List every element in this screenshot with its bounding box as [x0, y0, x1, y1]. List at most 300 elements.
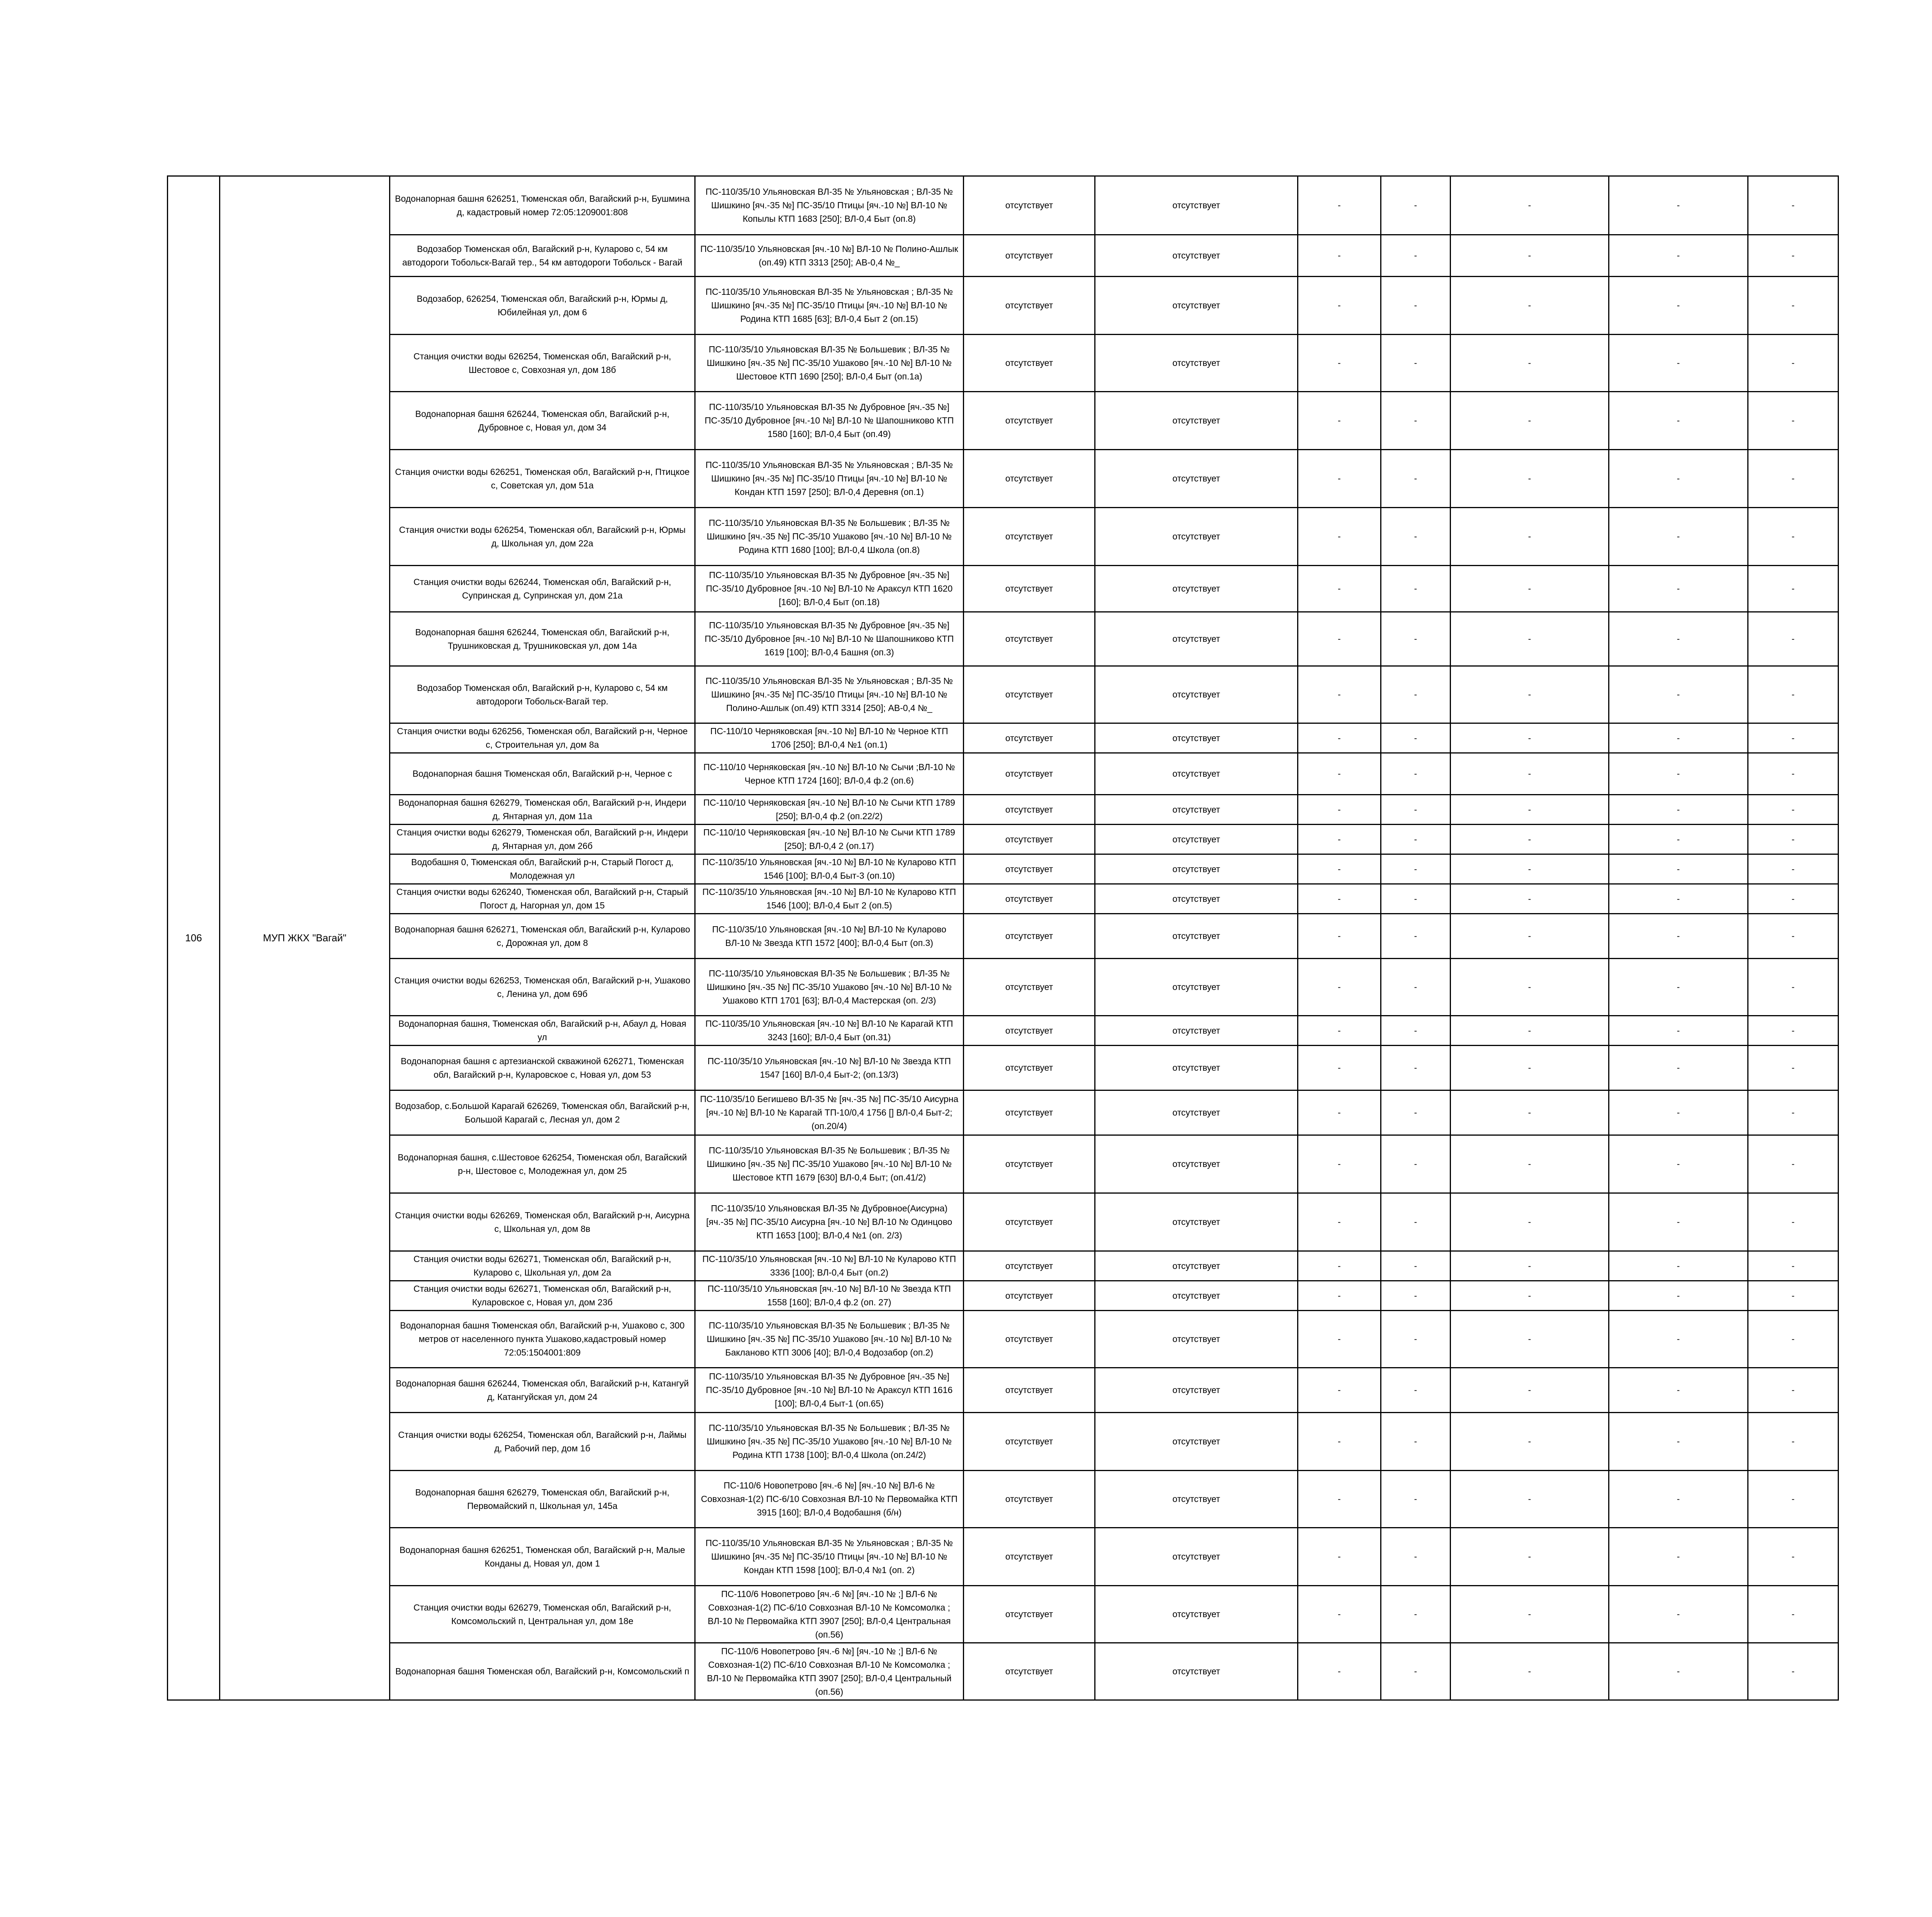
- status-cell: отсутствует: [1095, 884, 1298, 914]
- status-cell: отсутствует: [964, 392, 1095, 450]
- dash-cell: -: [1298, 1471, 1381, 1528]
- dash-cell: -: [1451, 277, 1609, 335]
- status-cell: отсутствует: [964, 1311, 1095, 1368]
- status-cell: отсутствует: [964, 753, 1095, 795]
- dash-cell: -: [1381, 335, 1451, 392]
- dash-cell: -: [1609, 508, 1748, 566]
- status-cell: отсутствует: [964, 612, 1095, 666]
- dash-cell: -: [1381, 1586, 1451, 1643]
- table-row: [168, 959, 1838, 1016]
- status-cell: отсутствует: [1095, 566, 1298, 612]
- dash-cell: -: [1381, 450, 1451, 508]
- power-supply-cell: ПС-110/35/10 Ульяновская ВЛ-35 № Дубровное [яч.-35 №] ПС-35/10 Дубровное [яч.-10 №] ВЛ-10 № Шапошниково КТП 1580 [160]; ВЛ-0,4 Быт (оп.49): [695, 392, 964, 450]
- dash-cell: -: [1748, 854, 1838, 884]
- power-supply-cell: ПС-110/10 Черняковская [яч.-10 №] ВЛ-10 № Сычи ;ВЛ-10 № Черное КТП 1724 [160]; ВЛ-0,4 ф.2 (оп.6): [695, 753, 964, 795]
- power-supply-cell: ПС-110/35/10 Ульяновская [яч.-10 №] ВЛ-10 № Куларово КТП 3336 [100]; ВЛ-0,4 Быт (оп.2): [695, 1251, 964, 1281]
- dash-cell: -: [1451, 1643, 1609, 1700]
- dash-cell: -: [1298, 1368, 1381, 1413]
- power-supply-cell: ПС-110/10 Черняковская [яч.-10 №] ВЛ-10 № Черное КТП 1706 [250]; ВЛ-0,4 №1 (оп.1): [695, 723, 964, 753]
- dash-cell: -: [1381, 1368, 1451, 1413]
- dash-cell: -: [1381, 1193, 1451, 1251]
- facility-object-cell: Станция очистки воды 626271, Тюменская обл, Вагайский р-н, Куларово с, Школьная ул, дом 2а: [390, 1251, 695, 1281]
- dash-cell: -: [1298, 1413, 1381, 1471]
- dash-cell: -: [1381, 1471, 1451, 1528]
- facility-object-cell: Водонапорная башня 626244, Тюменская обл, Вагайский р-н, Дубровное с, Новая ул, дом 34: [390, 392, 695, 450]
- dash-cell: -: [1381, 795, 1451, 825]
- dash-cell: -: [1609, 884, 1748, 914]
- dash-cell: -: [1298, 666, 1381, 723]
- dash-cell: -: [1748, 1193, 1838, 1251]
- status-cell: отсутствует: [964, 1193, 1095, 1251]
- dash-cell: -: [1609, 1586, 1748, 1643]
- dash-cell: -: [1451, 1586, 1609, 1643]
- dash-cell: -: [1748, 1135, 1838, 1193]
- dash-cell: -: [1298, 959, 1381, 1016]
- dash-cell: -: [1381, 566, 1451, 612]
- power-supply-cell: ПС-110/35/10 Бегишево ВЛ-35 № [яч.-35 №] ПС-35/10 Аисурна [яч.-10 №] ВЛ-10 № Карагай ТП-10/0,4 1756 [] ВЛ-0,4 Быт-2; (оп.20/4): [695, 1090, 964, 1135]
- dash-cell: -: [1381, 959, 1451, 1016]
- dash-cell: -: [1451, 825, 1609, 854]
- dash-cell: -: [1451, 753, 1609, 795]
- dash-cell: -: [1609, 235, 1748, 277]
- table-row: [168, 1251, 1838, 1281]
- facility-object-cell: Водобашня 0, Тюменская обл, Вагайский р-н, Старый Погост д, Молодежная ул: [390, 854, 695, 884]
- dash-cell: -: [1748, 1281, 1838, 1311]
- status-cell: отсутствует: [1095, 1251, 1298, 1281]
- dash-cell: -: [1748, 392, 1838, 450]
- facility-object-cell: Станция очистки воды 626244, Тюменская обл, Вагайский р-н, Супринская д, Супринская ул, дом 21а: [390, 566, 695, 612]
- dash-cell: -: [1451, 723, 1609, 753]
- status-cell: отсутствует: [1095, 1471, 1298, 1528]
- table-row: [168, 176, 1838, 235]
- table-row: [168, 884, 1838, 914]
- power-supply-cell: ПС-110/35/10 Ульяновская ВЛ-35 № Дубровное(Аисурна) [яч.-35 №] ПС-35/10 Аисурна [яч.-10 №] ВЛ-10 № Одинцово КТП 1653 [100]; ВЛ-0,4 №1 (оп. 2/3): [695, 1193, 964, 1251]
- dash-cell: -: [1748, 1251, 1838, 1281]
- dash-cell: -: [1381, 277, 1451, 335]
- dash-cell: -: [1451, 176, 1609, 235]
- dash-cell: -: [1298, 1046, 1381, 1090]
- document-sheet: [167, 175, 1838, 1701]
- power-supply-cell: ПС-110/35/10 Ульяновская ВЛ-35 № Большевик ; ВЛ-35 № Шишкино [яч.-35 №] ПС-35/10 Ушаково [яч.-10 №] ВЛ-10 № Ушаково КТП 1701 [63]; ВЛ-0,4 Мастерская (оп. 2/3): [695, 959, 964, 1016]
- dash-cell: -: [1609, 1368, 1748, 1413]
- power-supply-cell: ПС-110/10 Черняковская [яч.-10 №] ВЛ-10 № Сычи КТП 1789 [250]; ВЛ-0,4 2 (оп.17): [695, 825, 964, 854]
- table-row: [168, 1471, 1838, 1528]
- facility-object-cell: Станция очистки воды 626279, Тюменская обл, Вагайский р-н, Комсомольский п, Центральная ул, дом 18е: [390, 1586, 695, 1643]
- facility-object-cell: Станция очистки воды 626254, Тюменская обл, Вагайский р-н, Шестовое с, Совхозная ул, дом 18б: [390, 335, 695, 392]
- status-cell: отсутствует: [964, 1643, 1095, 1700]
- table-row: [168, 1090, 1838, 1135]
- facility-object-cell: Водозабор Тюменская обл, Вагайский р-н, Куларово с, 54 км автодороги Тобольск-Вагай тер.: [390, 666, 695, 723]
- table-row: [168, 1311, 1838, 1368]
- status-cell: отсутствует: [1095, 1090, 1298, 1135]
- dash-cell: -: [1748, 1413, 1838, 1471]
- dash-cell: -: [1381, 666, 1451, 723]
- power-supply-cell: ПС-110/35/10 Ульяновская ВЛ-35 № Ульяновская ; ВЛ-35 № Шишкино [яч.-35 №] ПС-35/10 Птицы [яч.-10 №] ВЛ-10 № Полино-Ашлык (оп.49) КТП 3314 [250]; АВ-0,4 №_: [695, 666, 964, 723]
- facility-object-cell: Водонапорная башня 626251, Тюменская обл, Вагайский р-н, Бушмина д, кадастровый номер 72:05:1209001:808: [390, 176, 695, 235]
- power-supply-cell: ПС-110/35/10 Ульяновская [яч.-10 №] ВЛ-10 № Куларово ВЛ-10 № Звезда КТП 1572 [400]; ВЛ-0,4 Быт (оп.3): [695, 914, 964, 959]
- facility-object-cell: Водозабор, с.Большой Карагай 626269, Тюменская обл, Вагайский р-н, Большой Карагай с, Лесная ул, дом 2: [390, 1090, 695, 1135]
- dash-cell: -: [1451, 1528, 1609, 1586]
- power-supply-cell: ПС-110/35/10 Ульяновская [яч.-10 №] ВЛ-10 № Полино-Ашлык (оп.49) КТП 3313 [250]; АВ-0,4 №_: [695, 235, 964, 277]
- status-cell: отсутствует: [1095, 1281, 1298, 1311]
- dash-cell: -: [1451, 795, 1609, 825]
- status-cell: отсутствует: [1095, 450, 1298, 508]
- table-row: [168, 392, 1838, 450]
- table-row: [168, 566, 1838, 612]
- power-supply-cell: ПС-110/35/10 Ульяновская ВЛ-35 № Большевик ; ВЛ-35 № Шишкино [яч.-35 №] ПС-35/10 Ушаково [яч.-10 №] ВЛ-10 № Родина КТП 1738 [100]; ВЛ-0,4 Школа (оп.24/2): [695, 1413, 964, 1471]
- dash-cell: -: [1609, 1281, 1748, 1311]
- dash-cell: -: [1381, 1046, 1451, 1090]
- power-supply-cell: ПС-110/35/10 Ульяновская ВЛ-35 № Большевик ; ВЛ-35 № Шишкино [яч.-35 №] ПС-35/10 Ушаково [яч.-10 №] ВЛ-10 № Шестовое КТП 1679 [630] ВЛ-0,4 Быт; (оп.41/2): [695, 1135, 964, 1193]
- dash-cell: -: [1298, 1251, 1381, 1281]
- dash-cell: -: [1298, 1281, 1381, 1311]
- power-supply-cell: ПС-110/35/10 Ульяновская [яч.-10 №] ВЛ-10 № Карагай КТП 3243 [160]; ВЛ-0,4 Быт (оп.31): [695, 1016, 964, 1046]
- dash-cell: -: [1298, 723, 1381, 753]
- status-cell: отсутствует: [1095, 1311, 1298, 1368]
- dash-cell: -: [1748, 1471, 1838, 1528]
- table-row: [168, 235, 1838, 277]
- status-cell: отсутствует: [1095, 392, 1298, 450]
- dash-cell: -: [1748, 1016, 1838, 1046]
- dash-cell: -: [1609, 277, 1748, 335]
- dash-cell: -: [1298, 1135, 1381, 1193]
- table-row: [168, 723, 1838, 753]
- power-supply-cell: ПС-110/6 Новопетрово [яч.-6 №] [яч.-10 № ;] ВЛ-6 № Совхозная-1(2) ПС-6/10 Совхозная ВЛ-10 № Комсомолка ; ВЛ-10 № Первомайка КТП 3907 [250]; ВЛ-0,4 Центральный (оп.56): [695, 1643, 964, 1700]
- power-supply-cell: ПС-110/35/10 Ульяновская ВЛ-35 № Большевик ; ВЛ-35 № Шишкино [яч.-35 №] ПС-35/10 Ушаково [яч.-10 №] ВЛ-10 № Родина КТП 1680 [100]; ВЛ-0,4 Школа (оп.8): [695, 508, 964, 566]
- table-row: [168, 277, 1838, 335]
- status-cell: отсутствует: [1095, 1528, 1298, 1586]
- table-row: [168, 1193, 1838, 1251]
- dash-cell: -: [1748, 508, 1838, 566]
- power-supply-cell: ПС-110/35/10 Ульяновская ВЛ-35 № Дубровное [яч.-35 №] ПС-35/10 Дубровное [яч.-10 №] ВЛ-10 № Араксул КТП 1620 [160]; ВЛ-0,4 Быт (оп.18): [695, 566, 964, 612]
- table-row: [168, 1135, 1838, 1193]
- dash-cell: -: [1381, 1090, 1451, 1135]
- facility-object-cell: Водонапорная башня Тюменская обл, Вагайский р-н, Черное с: [390, 753, 695, 795]
- dash-cell: -: [1298, 914, 1381, 959]
- dash-cell: -: [1748, 753, 1838, 795]
- table-row: [168, 508, 1838, 566]
- table-row: [168, 1413, 1838, 1471]
- dash-cell: -: [1748, 335, 1838, 392]
- dash-cell: -: [1609, 914, 1748, 959]
- status-cell: отсутствует: [1095, 666, 1298, 723]
- facility-object-cell: Водонапорная башня 626251, Тюменская обл, Вагайский р-н, Малые Конданы д, Новая ул, дом 1: [390, 1528, 695, 1586]
- dash-cell: -: [1298, 1528, 1381, 1586]
- dash-cell: -: [1609, 1528, 1748, 1586]
- power-supply-cell: ПС-110/35/10 Ульяновская [яч.-10 №] ВЛ-10 № Куларово КТП 1546 [100]; ВЛ-0,4 Быт-3 (оп.10): [695, 854, 964, 884]
- dash-cell: -: [1381, 825, 1451, 854]
- dash-cell: -: [1451, 1368, 1609, 1413]
- dash-cell: -: [1298, 235, 1381, 277]
- status-cell: отсутствует: [1095, 1046, 1298, 1090]
- power-supply-cell: ПС-110/35/10 Ульяновская ВЛ-35 № Ульяновская ; ВЛ-35 № Шишкино [яч.-35 №] ПС-35/10 Птицы [яч.-10 №] ВЛ-10 № Родина КТП 1685 [63]; ВЛ-0,4 Быт 2 (оп.15): [695, 277, 964, 335]
- dash-cell: -: [1609, 176, 1748, 235]
- facility-object-cell: Водонапорная башня 626279, Тюменская обл, Вагайский р-н, Индери д, Янтарная ул, дом 11а: [390, 795, 695, 825]
- dash-cell: -: [1748, 1586, 1838, 1643]
- dash-cell: -: [1298, 508, 1381, 566]
- dash-cell: -: [1609, 854, 1748, 884]
- status-cell: отсутствует: [964, 1368, 1095, 1413]
- dash-cell: -: [1298, 335, 1381, 392]
- table-row: [168, 914, 1838, 959]
- dash-cell: -: [1748, 959, 1838, 1016]
- dash-cell: -: [1298, 1643, 1381, 1700]
- status-cell: отсутствует: [1095, 277, 1298, 335]
- dash-cell: -: [1381, 1251, 1451, 1281]
- status-cell: отсутствует: [964, 176, 1095, 235]
- dash-cell: -: [1609, 1016, 1748, 1046]
- dash-cell: -: [1609, 1413, 1748, 1471]
- power-supply-cell: ПС-110/6 Новопетрово [яч.-6 №] [яч.-10 № ;] ВЛ-6 № Совхозная-1(2) ПС-6/10 Совхозная ВЛ-10 № Комсомолка ; ВЛ-10 № Первомайка КТП 3907 [250]; ВЛ-0,4 Центральная (оп.56): [695, 1586, 964, 1643]
- dash-cell: -: [1451, 959, 1609, 1016]
- dash-cell: -: [1748, 176, 1838, 235]
- facility-object-cell: Станция очистки воды 626251, Тюменская обл, Вагайский р-н, Птицкое с, Советская ул, дом 51а: [390, 450, 695, 508]
- table-row: [168, 753, 1838, 795]
- power-supply-cell: ПС-110/35/10 Ульяновская [яч.-10 №] ВЛ-10 № Звезда КТП 1558 [160]; ВЛ-0,4 ф.2 (оп. 27): [695, 1281, 964, 1311]
- dash-cell: -: [1748, 1090, 1838, 1135]
- dash-cell: -: [1609, 612, 1748, 666]
- status-cell: отсутствует: [964, 235, 1095, 277]
- status-cell: отсутствует: [1095, 825, 1298, 854]
- dash-cell: -: [1298, 277, 1381, 335]
- dash-cell: -: [1381, 176, 1451, 235]
- table-row: [168, 795, 1838, 825]
- dash-cell: -: [1609, 959, 1748, 1016]
- status-cell: отсутствует: [964, 795, 1095, 825]
- status-cell: отсутствует: [1095, 1016, 1298, 1046]
- status-cell: отсутствует: [964, 1090, 1095, 1135]
- status-cell: отсутствует: [964, 1413, 1095, 1471]
- dash-cell: -: [1298, 884, 1381, 914]
- dash-cell: -: [1381, 854, 1451, 884]
- dash-cell: -: [1748, 884, 1838, 914]
- power-supply-cell: ПС-110/35/10 Ульяновская ВЛ-35 № Ульяновская ; ВЛ-35 № Шишкино [яч.-35 №] ПС-35/10 Птицы [яч.-10 №] ВЛ-10 № Кондан КТП 1598 [100]; ВЛ-0,4 №1 (оп. 2): [695, 1528, 964, 1586]
- dash-cell: -: [1298, 176, 1381, 235]
- table-row: [168, 1528, 1838, 1586]
- facility-object-cell: Станция очистки воды 626279, Тюменская обл, Вагайский р-н, Индери д, Янтарная ул, дом 26б: [390, 825, 695, 854]
- dash-cell: -: [1381, 1135, 1451, 1193]
- dash-cell: -: [1298, 1016, 1381, 1046]
- dash-cell: -: [1748, 1311, 1838, 1368]
- power-supply-cell: ПС-110/35/10 Ульяновская ВЛ-35 № Дубровное [яч.-35 №] ПС-35/10 Дубровное [яч.-10 №] ВЛ-10 № Шапошниково КТП 1619 [100]; ВЛ-0,4 Башня (оп.3): [695, 612, 964, 666]
- dash-cell: -: [1381, 612, 1451, 666]
- dash-cell: -: [1609, 753, 1748, 795]
- status-cell: отсутствует: [964, 825, 1095, 854]
- dash-cell: -: [1451, 335, 1609, 392]
- status-cell: отсутствует: [964, 666, 1095, 723]
- status-cell: отсутствует: [1095, 1643, 1298, 1700]
- status-cell: отсутствует: [964, 277, 1095, 335]
- facility-object-cell: Водозабор Тюменская обл, Вагайский р-н, Куларово с, 54 км автодороги Тобольск-Вагай тер., 54 км автодороги Тобольск - Вагай: [390, 235, 695, 277]
- dash-cell: -: [1609, 335, 1748, 392]
- dash-cell: -: [1381, 392, 1451, 450]
- facility-object-cell: Станция очистки воды 626254, Тюменская обл, Вагайский р-н, Юрмы д, Школьная ул, дом 22а: [390, 508, 695, 566]
- table-row: [168, 825, 1838, 854]
- status-cell: отсутствует: [1095, 854, 1298, 884]
- dash-cell: -: [1298, 1193, 1381, 1251]
- facility-object-cell: Водонапорная башня Тюменская обл, Вагайский р-н, Комсомольский п: [390, 1643, 695, 1700]
- dash-cell: -: [1298, 1586, 1381, 1643]
- dash-cell: -: [1748, 914, 1838, 959]
- status-cell: отсутствует: [1095, 508, 1298, 566]
- power-supply-cell: ПС-110/35/10 Ульяновская ВЛ-35 № Ульяновская ; ВЛ-35 № Шишкино [яч.-35 №] ПС-35/10 Птицы [яч.-10 №] ВЛ-10 № Кондан КТП 1597 [250]; ВЛ-0,4 Деревня (оп.1): [695, 450, 964, 508]
- dash-cell: -: [1748, 235, 1838, 277]
- facility-object-cell: Станция очистки воды 626254, Тюменская обл, Вагайский р-н, Лаймы д, Рабочий пер, дом 1б: [390, 1413, 695, 1471]
- dash-cell: -: [1451, 1046, 1609, 1090]
- facility-object-cell: Водонапорная башня Тюменская обл, Вагайский р-н, Ушаково с, 300 метров от населенного пункта Ушаково,кадастровый номер 72:05:1504001:809: [390, 1311, 695, 1368]
- dash-cell: -: [1298, 753, 1381, 795]
- dash-cell: -: [1298, 566, 1381, 612]
- dash-cell: -: [1451, 235, 1609, 277]
- dash-cell: -: [1748, 795, 1838, 825]
- dash-cell: -: [1609, 666, 1748, 723]
- status-cell: отсутствует: [964, 1528, 1095, 1586]
- facility-object-cell: Водонапорная башня 626244, Тюменская обл, Вагайский р-н, Трушниковская д, Трушниковская ул, дом 14а: [390, 612, 695, 666]
- status-cell: отсутствует: [964, 1586, 1095, 1643]
- dash-cell: -: [1381, 723, 1451, 753]
- dash-cell: -: [1609, 392, 1748, 450]
- power-supply-cell: ПС-110/6 Новопетрово [яч.-6 №] [яч.-10 №] ВЛ-6 № Совхозная-1(2) ПС-6/10 Совхозная ВЛ-10 № Первомайка КТП 3915 [160]; ВЛ-0,4 Водобашня (б/н): [695, 1471, 964, 1528]
- facility-object-cell: Станция очистки воды 626271, Тюменская обл, Вагайский р-н, Куларовское с, Новая ул, дом 23б: [390, 1281, 695, 1311]
- status-cell: отсутствует: [1095, 723, 1298, 753]
- facility-object-cell: Водонапорная башня, Тюменская обл, Вагайский р-н, Абаул д, Новая ул: [390, 1016, 695, 1046]
- table-row: [168, 450, 1838, 508]
- facilities-table: [167, 175, 1839, 1701]
- entry-number-cell: 106: [168, 176, 220, 1700]
- dash-cell: -: [1381, 1281, 1451, 1311]
- table-row: [168, 612, 1838, 666]
- dash-cell: -: [1298, 1311, 1381, 1368]
- dash-cell: -: [1451, 1413, 1609, 1471]
- status-cell: отсутствует: [964, 884, 1095, 914]
- dash-cell: -: [1609, 795, 1748, 825]
- status-cell: отсутствует: [1095, 1193, 1298, 1251]
- status-cell: отсутствует: [964, 566, 1095, 612]
- dash-cell: -: [1451, 1311, 1609, 1368]
- status-cell: отсутствует: [1095, 1368, 1298, 1413]
- dash-cell: -: [1451, 392, 1609, 450]
- dash-cell: -: [1451, 914, 1609, 959]
- power-supply-cell: ПС-110/35/10 Ульяновская [яч.-10 №] ВЛ-10 № Куларово КТП 1546 [100]; ВЛ-0,4 Быт 2 (оп.5): [695, 884, 964, 914]
- table-row: [168, 854, 1838, 884]
- facility-object-cell: Водозабор, 626254, Тюменская обл, Вагайский р-н, Юрмы д, Юбилейная ул, дом 6: [390, 277, 695, 335]
- table-row: [168, 666, 1838, 723]
- dash-cell: -: [1381, 914, 1451, 959]
- status-cell: отсутствует: [1095, 1586, 1298, 1643]
- dash-cell: -: [1748, 723, 1838, 753]
- status-cell: отсутствует: [1095, 795, 1298, 825]
- dash-cell: -: [1748, 1046, 1838, 1090]
- table-row: [168, 1368, 1838, 1413]
- dash-cell: -: [1748, 1528, 1838, 1586]
- dash-cell: -: [1609, 1193, 1748, 1251]
- status-cell: отсутствует: [964, 854, 1095, 884]
- power-supply-cell: ПС-110/35/10 Ульяновская ВЛ-35 № Большевик ; ВЛ-35 № Шишкино [яч.-35 №] ПС-35/10 Ушаково [яч.-10 №] ВЛ-10 № Шестовое КТП 1690 [250]; ВЛ-0,4 Быт (оп.1а): [695, 335, 964, 392]
- status-cell: отсутствует: [964, 1281, 1095, 1311]
- status-cell: отсутствует: [1095, 176, 1298, 235]
- power-supply-cell: ПС-110/35/10 Ульяновская ВЛ-35 № Ульяновская ; ВЛ-35 № Шишкино [яч.-35 №] ПС-35/10 Птицы [яч.-10 №] ВЛ-10 № Копылы КТП 1683 [250]; ВЛ-0,4 Быт (оп.8): [695, 176, 964, 235]
- status-cell: отсутствует: [1095, 959, 1298, 1016]
- dash-cell: -: [1609, 1643, 1748, 1700]
- dash-cell: -: [1381, 235, 1451, 277]
- power-supply-cell: ПС-110/35/10 Ульяновская [яч.-10 №] ВЛ-10 № Звезда КТП 1547 [160] ВЛ-0,4 Быт-2; (оп.13/3): [695, 1046, 964, 1090]
- table-row: [168, 1046, 1838, 1090]
- facility-object-cell: Станция очистки воды 626253, Тюменская обл, Вагайский р-н, Ушаково с, Ленина ул, дом 69б: [390, 959, 695, 1016]
- dash-cell: -: [1748, 277, 1838, 335]
- dash-cell: -: [1609, 1471, 1748, 1528]
- dash-cell: -: [1381, 753, 1451, 795]
- status-cell: отсутствует: [964, 1251, 1095, 1281]
- table-row: [168, 1281, 1838, 1311]
- table-row: [168, 1016, 1838, 1046]
- dash-cell: -: [1609, 723, 1748, 753]
- status-cell: отсутствует: [964, 1046, 1095, 1090]
- dash-cell: -: [1298, 450, 1381, 508]
- facility-object-cell: Станция очистки воды 626256, Тюменская обл, Вагайский р-н, Черное с, Строительная ул, дом 8а: [390, 723, 695, 753]
- dash-cell: -: [1609, 825, 1748, 854]
- power-supply-cell: ПС-110/10 Черняковская [яч.-10 №] ВЛ-10 № Сычи КТП 1789 [250]; ВЛ-0,4 ф.2 (оп.22/2): [695, 795, 964, 825]
- dash-cell: -: [1451, 566, 1609, 612]
- dash-cell: -: [1451, 1016, 1609, 1046]
- dash-cell: -: [1451, 612, 1609, 666]
- dash-cell: -: [1609, 1046, 1748, 1090]
- dash-cell: -: [1748, 612, 1838, 666]
- status-cell: отсутствует: [964, 959, 1095, 1016]
- dash-cell: -: [1451, 1281, 1609, 1311]
- facility-object-cell: Водонапорная башня, с.Шестовое 626254, Тюменская обл, Вагайский р-н, Шестовое с, Молодежная ул, дом 25: [390, 1135, 695, 1193]
- dash-cell: -: [1381, 884, 1451, 914]
- status-cell: отсутствует: [964, 723, 1095, 753]
- table-row: [168, 1643, 1838, 1700]
- status-cell: отсутствует: [964, 335, 1095, 392]
- status-cell: отсутствует: [964, 914, 1095, 959]
- facility-object-cell: Водонапорная башня с артезианской скважиной 626271, Тюменская обл, Вагайский р-н, Куларовское с, Новая ул, дом 53: [390, 1046, 695, 1090]
- dash-cell: -: [1748, 666, 1838, 723]
- dash-cell: -: [1748, 825, 1838, 854]
- dash-cell: -: [1451, 1251, 1609, 1281]
- dash-cell: -: [1381, 1016, 1451, 1046]
- dash-cell: -: [1298, 392, 1381, 450]
- status-cell: отсутствует: [1095, 612, 1298, 666]
- dash-cell: -: [1451, 508, 1609, 566]
- table-row: [168, 335, 1838, 392]
- status-cell: отсутствует: [964, 508, 1095, 566]
- table-row: [168, 1586, 1838, 1643]
- dash-cell: -: [1451, 884, 1609, 914]
- dash-cell: -: [1381, 1413, 1451, 1471]
- status-cell: отсутствует: [1095, 1135, 1298, 1193]
- dash-cell: -: [1298, 612, 1381, 666]
- organization-cell: МУП ЖКХ "Вагай": [220, 176, 390, 1700]
- status-cell: отсутствует: [1095, 914, 1298, 959]
- status-cell: отсутствует: [1095, 1413, 1298, 1471]
- dash-cell: -: [1451, 666, 1609, 723]
- dash-cell: -: [1451, 854, 1609, 884]
- power-supply-cell: ПС-110/35/10 Ульяновская ВЛ-35 № Дубровное [яч.-35 №] ПС-35/10 Дубровное [яч.-10 №] ВЛ-10 № Араксул КТП 1616 [100]; ВЛ-0,4 Быт-1 (оп.65): [695, 1368, 964, 1413]
- status-cell: отсутствует: [964, 1016, 1095, 1046]
- dash-cell: -: [1451, 1193, 1609, 1251]
- facility-object-cell: Станция очистки воды 626269, Тюменская обл, Вагайский р-н, Аисурна с, Школьная ул, дом 8в: [390, 1193, 695, 1251]
- dash-cell: -: [1298, 795, 1381, 825]
- dash-cell: -: [1298, 825, 1381, 854]
- dash-cell: -: [1609, 1311, 1748, 1368]
- status-cell: отсутствует: [964, 1471, 1095, 1528]
- status-cell: отсутствует: [1095, 335, 1298, 392]
- status-cell: отсутствует: [1095, 235, 1298, 277]
- table-body: [168, 176, 1838, 1700]
- dash-cell: -: [1298, 1090, 1381, 1135]
- dash-cell: -: [1609, 1251, 1748, 1281]
